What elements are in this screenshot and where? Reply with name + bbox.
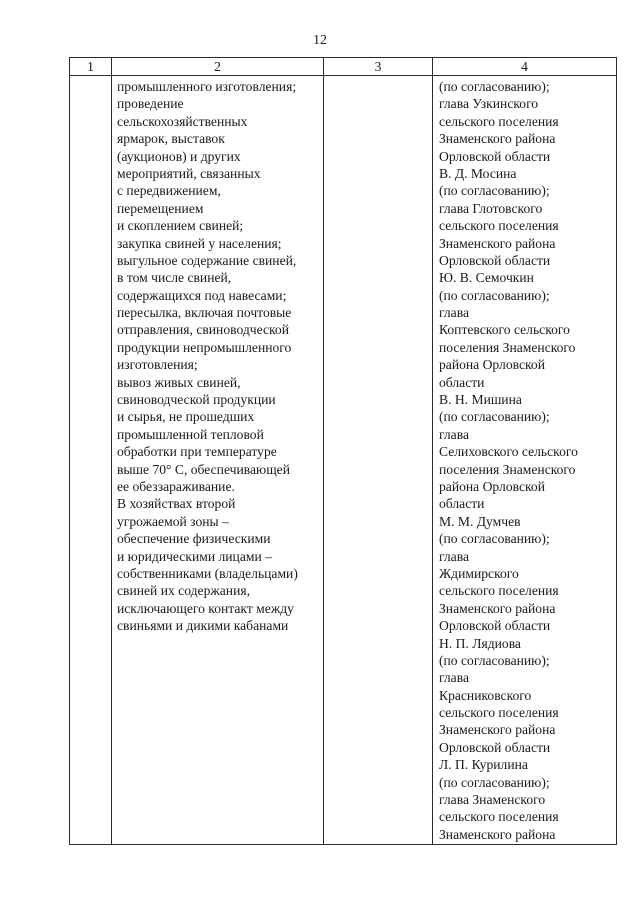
text-line: перемещением — [117, 200, 204, 216]
text-line: (аукционов) и других — [117, 148, 241, 164]
text-line: сельского поселения — [439, 809, 559, 825]
text-line: обработки при температуре — [117, 444, 277, 460]
text-line: (по согласованию); — [439, 652, 550, 668]
text-line: района Орловской — [439, 478, 545, 494]
header-col-2: 2 — [112, 58, 324, 76]
text-line: В хозяйствах второй — [117, 496, 236, 512]
text-line: области — [439, 374, 485, 390]
text-line: Селиховского сельского — [439, 444, 578, 460]
page-number: 12 — [313, 33, 327, 48]
text-line: глава Глотовского — [439, 200, 543, 216]
text-line: сельского поселения — [439, 705, 559, 721]
cell-col-1 — [70, 76, 112, 845]
cell-col-3 — [324, 76, 433, 845]
table-row — [70, 76, 617, 845]
text-line: собственниками (владельцами) — [117, 565, 298, 581]
text-line: поселения Знаменского — [439, 461, 576, 477]
measures-text — [112, 76, 323, 635]
header-col-3: 3 — [324, 58, 433, 76]
text-line: проведение — [117, 96, 184, 112]
text-line: продукции непромышленного — [117, 339, 292, 355]
text-line: (по согласованию); — [439, 287, 550, 303]
text-line: сельскохозяйственных — [117, 113, 248, 129]
responsible-persons-text — [433, 76, 616, 843]
text-line: Н. П. Лядиова — [439, 635, 521, 651]
text-line: Орловской области — [439, 618, 551, 634]
text-line: Знаменского района — [439, 235, 556, 251]
text-line: глава — [439, 426, 469, 442]
header-col-1: 1 — [70, 58, 112, 76]
text-line: Ждимирского — [439, 565, 519, 581]
text-line: Ю. В. Семочкин — [439, 270, 534, 286]
text-line: Л. П. Курилина — [439, 757, 528, 773]
text-line: Орловской области — [439, 148, 551, 164]
text-line: глава Узкинского — [439, 96, 539, 112]
text-line: (по согласованию); — [439, 774, 550, 790]
text-line: с передвижением, — [117, 183, 221, 199]
header-col-4: 4 — [433, 58, 617, 76]
text-line: свиньями и дикими кабанами — [117, 618, 289, 634]
cell-col-2 — [112, 76, 324, 845]
text-line: мероприятий, связанных — [117, 165, 261, 181]
text-line: обеспечение физическими — [117, 531, 271, 547]
text-line: Коптевского сельского — [439, 322, 570, 338]
text-line: глава Знаменского — [439, 792, 546, 808]
text-line: вывоз живых свиней, — [117, 374, 241, 390]
text-line: и юридическими лицами – — [117, 548, 272, 564]
text-line: и сырья, не прошедших — [117, 409, 255, 425]
text-line: и скоплением свиней; — [117, 218, 244, 234]
text-line: выше 70° С, обеспечивающей — [117, 461, 290, 477]
text-line: В. Н. Мишина — [439, 392, 522, 408]
text-line: ее обеззараживание. — [117, 478, 235, 494]
text-line: района Орловской — [439, 357, 545, 373]
text-line: в том числе свиней, — [117, 270, 232, 286]
text-line: (по согласованию); — [439, 409, 550, 425]
text-line: области — [439, 496, 485, 512]
text-line: выгульное содержание свиней, — [117, 252, 297, 268]
text-line: глава — [439, 305, 469, 321]
text-line: содержащихся под навесами; — [117, 287, 287, 303]
text-line: (по согласованию); — [439, 79, 550, 94]
text-line: (по согласованию); — [439, 531, 550, 547]
text-line: М. М. Думчев — [439, 513, 521, 529]
text-line: сельского поселения — [439, 218, 559, 234]
text-line: глава — [439, 670, 469, 686]
text-line: Знаменского района — [439, 600, 556, 616]
cell-col-4 — [433, 76, 617, 845]
measures-table — [69, 57, 617, 845]
table-header-row — [70, 58, 617, 76]
text-line: Знаменского района — [439, 722, 556, 738]
text-line: закупка свиней у населения; — [117, 235, 282, 251]
text-line: исключающего контакт между — [117, 600, 294, 616]
text-line: (по согласованию); — [439, 183, 550, 199]
text-line: глава — [439, 548, 469, 564]
text-line: Орловской области — [439, 739, 551, 755]
text-line: поселения Знаменского — [439, 339, 576, 355]
text-line: сельского поселения — [439, 113, 559, 129]
text-line: В. Д. Мосина — [439, 165, 517, 181]
text-line: ярмарок, выставок — [117, 131, 225, 147]
text-line: промышленной тепловой — [117, 426, 264, 442]
text-line: Знаменского района — [439, 131, 556, 147]
text-line: Орловской области — [439, 252, 551, 268]
text-line: промышленного изготовления; — [117, 79, 297, 94]
text-line: Красниковского — [439, 687, 532, 703]
text-line: сельского поселения — [439, 583, 559, 599]
text-line: изготовления; — [117, 357, 198, 373]
text-line: отправления, свиноводческой — [117, 322, 289, 338]
text-line: пересылка, включая почтовые — [117, 305, 292, 321]
text-line: свиноводческой продукции — [117, 392, 276, 408]
text-line: Знаменского района — [439, 826, 556, 842]
text-line: свиней их содержания, — [117, 583, 250, 599]
text-line: угрожаемой зоны – — [117, 513, 229, 529]
